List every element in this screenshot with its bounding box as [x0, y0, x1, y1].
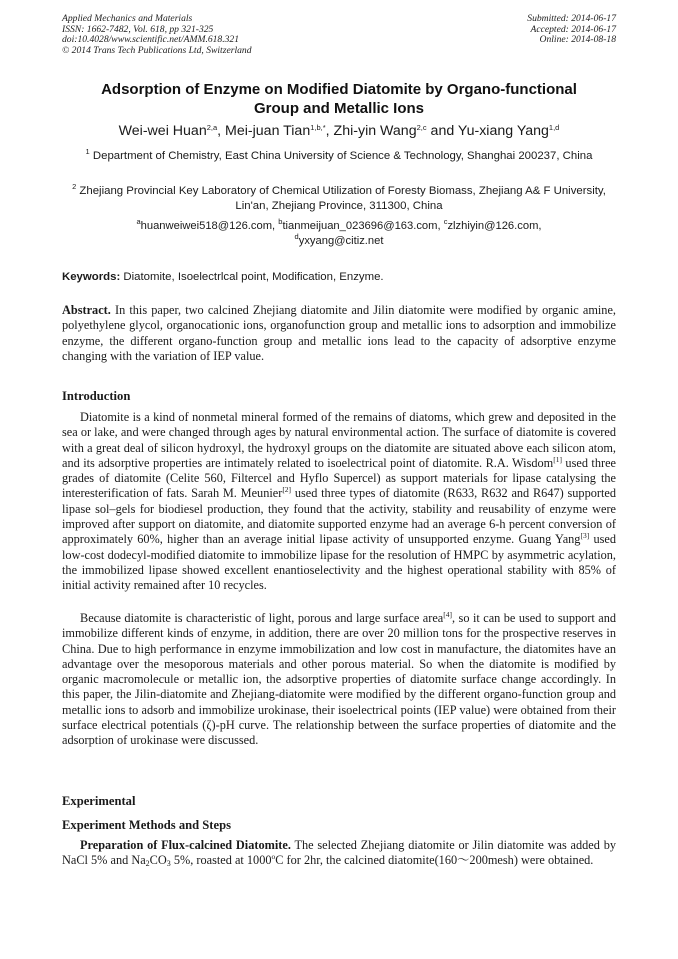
abstract — [62, 303, 616, 364]
journal-name: Applied Mechanics and Materials — [62, 13, 193, 24]
experimental-heading: Experimental — [62, 794, 136, 808]
journal-header-right — [527, 14, 616, 46]
citation-1[interactable]: [1] — [553, 454, 562, 464]
issn-line: ISSN: 1662-7482, Vol. 618, pp 321-325 — [62, 23, 214, 35]
email-a[interactable]: huanweiwei518@126.com, — [140, 220, 279, 232]
email-c[interactable]: zlzhiyin@126.com, — [447, 220, 542, 232]
methods-subheading: Experiment Methods and Steps — [62, 818, 231, 832]
journal-header-left — [62, 14, 252, 56]
degree-mark: o — [271, 852, 276, 862]
subscript: 2 — [145, 859, 150, 869]
introduction-paragraph-1 — [62, 410, 616, 594]
abstract-text: In this paper, two calcined Zhejiang diatomite and Jilin diatomite were modified by organic amine, polyethylene glycol, organocationic ions, organofunction group and metallic ions to adsorption and immobilize enzyme, the different organo-function group and metallic ions lead to the capacity of adsorptive enzyme changing with the variation of IEP value. — [62, 303, 616, 363]
paragraph-text: 5%, roasted at 1000 — [170, 853, 272, 868]
author-2: Mei-juan Tian — [225, 123, 311, 139]
email-c-mark: c — [443, 217, 448, 226]
online-date: Online: 2014-08-18 — [539, 34, 616, 46]
doi-line: doi:10.4028/www.scientific.net/AMM.618.321 — [62, 34, 240, 46]
paragraph-text: CO — [149, 853, 167, 868]
citation-4[interactable]: [4] — [443, 610, 452, 619]
email-b[interactable]: tianmeijuan_023696@163.com, — [282, 220, 444, 232]
keywords — [62, 270, 616, 285]
affiliation-2-mark: 2 — [72, 182, 77, 191]
paragraph-run-in-heading: Preparation of Flux-calcined Diatomite. — [80, 838, 291, 852]
author-1: Wei-wei Huan — [118, 123, 207, 139]
affiliation-2-text: Zhejiang Provincial Key Laboratory of Chemical Utilization of Foresty Biomass, Zhejiang A& F University, Lin'an, Zhejiang Province, 311300, China — [76, 185, 606, 212]
author-3: Zhi-yin Wang — [333, 123, 417, 139]
affiliation-2 — [62, 184, 616, 214]
paragraph-text: Because diatomite is characteristic of light, porous and large surface area — [80, 611, 444, 625]
abstract-label: Abstract. — [62, 303, 111, 317]
title-line-2: Group and Metallic Ions — [253, 100, 425, 117]
email-d[interactable]: yxyang@citiz.net — [298, 235, 384, 247]
experimental-paragraph-1 — [62, 838, 616, 869]
citation-3[interactable]: [3] — [580, 531, 590, 541]
keywords-text: Diatomite, Isoelectrlcal point, Modification, Enzyme. — [120, 271, 384, 283]
paragraph-text: used three grades of diatomite (Celite 560, Filtercel and Hyflo Supercel) as support materials for lipase catalysing the interesterification of fats. Sarah M. Meunier — [62, 455, 616, 501]
paragraph-text: used three types of diatomite (R633, R632 and R647) supported lipase sol–gels for biodiesel production, they found that the activity, stability and reusability of enzyme were improved after support on diatomite, and diatomite supported enzyme had an average 6-h percent conversion of approximately 60%, higher than an average initial lipase activity of unsupported enzyme. Guang Yang — [62, 486, 616, 547]
author-separator: , — [217, 123, 226, 139]
keywords-label: Keywords: — [62, 271, 121, 283]
paragraph-text: , so it can be used to support and immobilize different kinds of enzyme, in addition, there are over 20 million tons for the prospective reserves in China. Due to high performance in enzyme immobilization and low cost in manufacture, the diatomites have an advantage over the mesoporous materials and other porous material. So when the diatomite is modified by organic macromolecule or metallic ion, the adsorptive properties of diatomite surface change accordingly. In this paper, the Jilin-diatomite and Zhejiang-diatomite were modified by the different organo-function group and metallic ions to adsorb and immobilize urokinase, their isoelectrical points (IEP value) were obtained from their surface electrical potentials (ζ)-pH curve. The relationship between the surface properties of diatomite and the adsorption of urokinase were discussed. — [62, 611, 617, 748]
subscript: 3 — [166, 859, 171, 869]
copyright-line: © 2014 Trans Tech Publications Ltd, Switzerland — [62, 44, 252, 56]
author-emails — [62, 219, 616, 249]
email-a-mark: a — [136, 217, 141, 226]
affiliation-1-mark: 1 — [85, 147, 90, 156]
accepted-date: Accepted: 2014-06-17 — [530, 23, 616, 35]
affiliation-1-text: Department of Chemistry, East China University of Science & Technology, Shanghai 200237, China — [89, 150, 593, 162]
affiliation-1 — [62, 149, 616, 164]
author-separator: and — [426, 123, 458, 139]
paragraph-text: The selected Zhejiang diatomite or Jilin diatomite was added by NaCl 5% and Na — [62, 838, 616, 868]
paragraph-text: C for 2hr, the calcined diatomite(160～200mesh) were obtained. — [275, 853, 594, 868]
paper-title — [62, 80, 616, 118]
submitted-date: Submitted: 2014-06-17 — [527, 13, 616, 24]
title-line-1: Adsorption of Enzyme on Modified Diatomite by Organo-functional — [101, 81, 577, 98]
introduction-heading: Introduction — [62, 389, 131, 403]
paragraph-text: Diatomite is a kind of nonmetal mineral formed of the remains of diatoms, which grew and deposited in the sea or lake, and were changed through ages by natural environmental action. The surface of diatomite is covered with a great deal of silicon hydroxyl, the hydroxyl groups on the diatomite are situated above each silicon atom, and its adsorptive properties are intimately related to isoelectrical point of diatomite. R.A. Wisdom — [62, 410, 616, 470]
author-1-mark: 2,a — [206, 123, 218, 132]
author-4: Yu-xiang Yang — [457, 123, 549, 139]
author-2-mark: 1,b,* — [310, 123, 326, 132]
paragraph-text: used low-cost dodecyl-modified diatomite to immobilize lipase for the resolution of HMPC by asymmetric acylation, the immobilized lipase showed excellent enantioselectivity and the highest operational stability with 85% of initial activity remained after 10 recycles. — [62, 532, 616, 593]
author-3-mark: 2,c — [416, 123, 427, 132]
introduction-paragraph-2 — [62, 611, 616, 749]
author-4-mark: 1,d — [548, 123, 560, 132]
author-separator: , — [325, 123, 334, 139]
author-list — [62, 122, 616, 140]
email-d-mark: d — [294, 232, 299, 241]
email-b-mark: b — [278, 217, 283, 226]
citation-2[interactable]: [2] — [282, 485, 292, 495]
